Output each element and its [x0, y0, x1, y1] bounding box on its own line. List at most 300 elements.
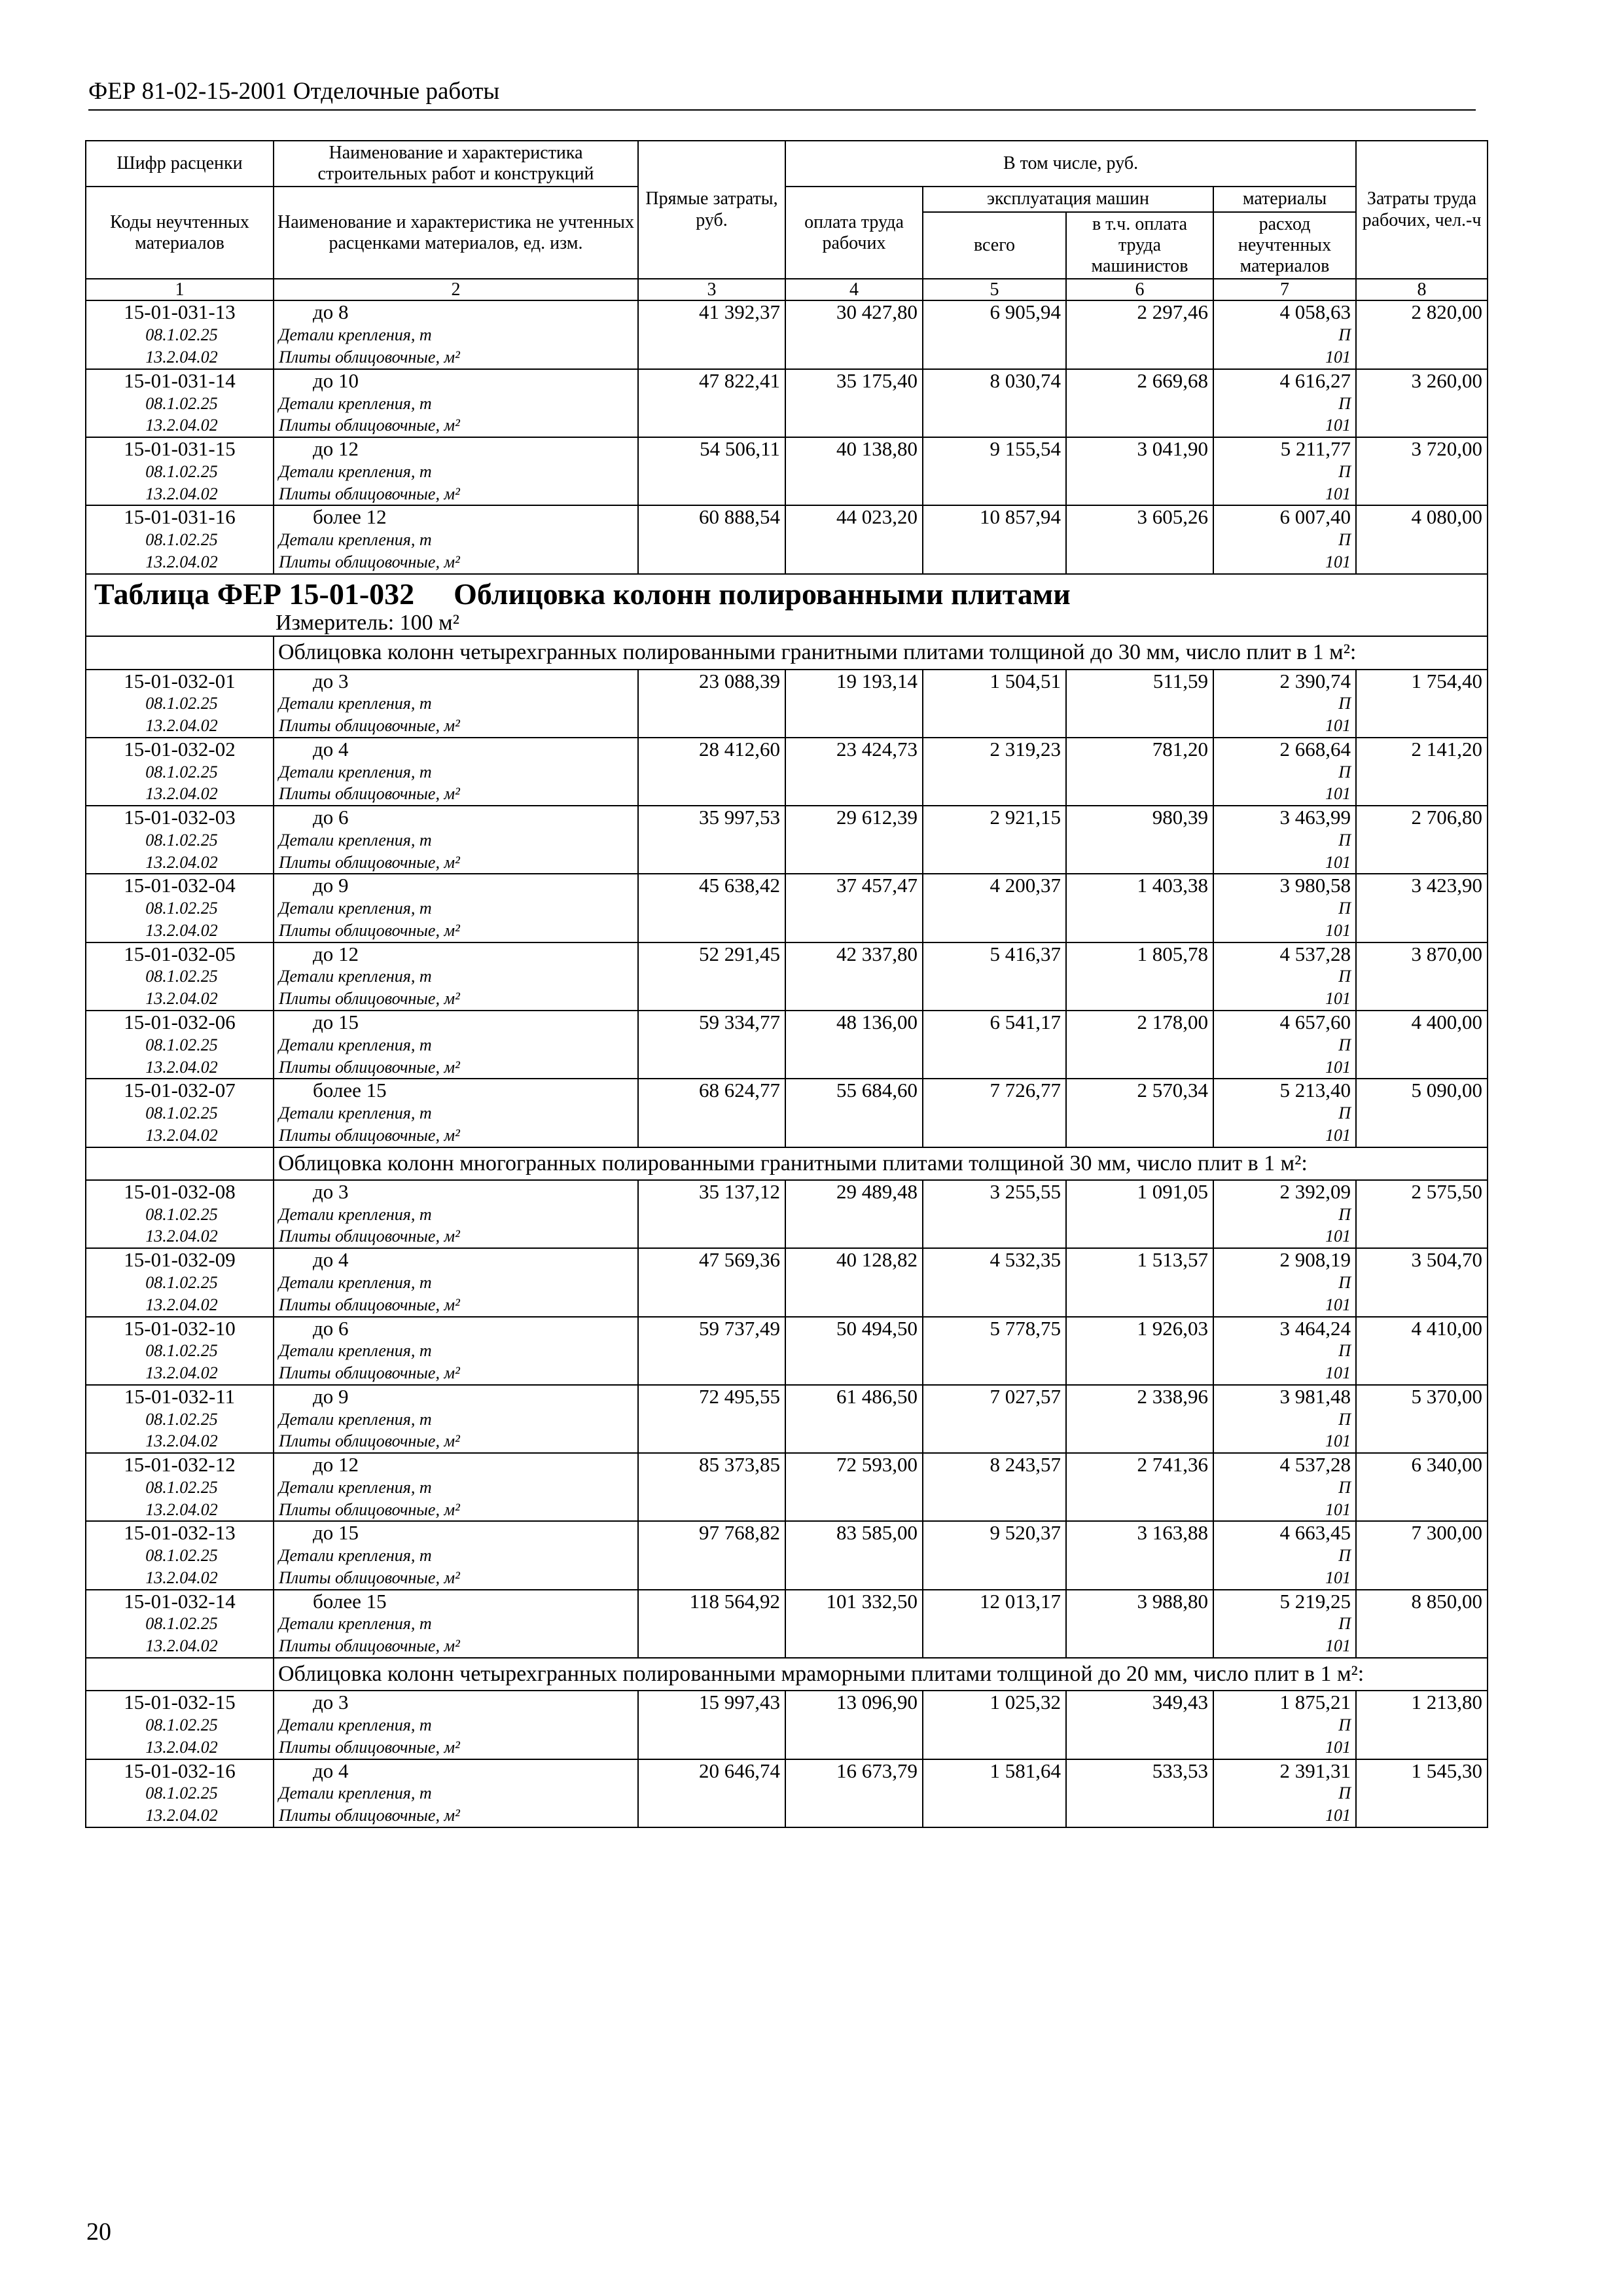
code-cell — [86, 670, 274, 738]
table-measure: Измеритель: 100 м² — [86, 611, 1488, 636]
machines-total-cell: 3 255,55 — [923, 1180, 1066, 1248]
material-amount: 101 — [1325, 1057, 1351, 1077]
material-name: Детали крепления, т — [279, 1784, 432, 1803]
labor-hours-cell: 3 870,00 — [1356, 942, 1488, 1011]
rate-code: 15-01-032-07 — [124, 1079, 236, 1102]
materials-value: 2 668,64 — [1279, 737, 1351, 761]
material-amount: П — [1338, 1477, 1351, 1497]
material-name: Детали крепления, т — [279, 1341, 432, 1361]
column-numbers-row — [86, 279, 1488, 300]
direct-cost-cell: 97 768,82 — [638, 1521, 785, 1589]
material-name: Плиты облицовочные, м² — [279, 1125, 460, 1145]
rate-code: 15-01-031-16 — [124, 505, 236, 529]
material-amount: 101 — [1325, 1737, 1351, 1757]
name-cell — [274, 1521, 638, 1589]
labor-hours-cell: 6 340,00 — [1356, 1453, 1488, 1521]
material-code: 13.2.04.02 — [145, 348, 218, 367]
name-cell — [274, 738, 638, 806]
table-row — [86, 369, 1488, 437]
machines-labor-cell: 2 338,96 — [1066, 1385, 1213, 1453]
section-description: Облицовка колонн четырехгранных полированными мраморными плитами толщиной до 20 мм, число плит в 1 м²: — [274, 1658, 1488, 1691]
work-name: более 12 — [313, 505, 387, 529]
table-row — [86, 1590, 1488, 1658]
machines-labor-cell: 2 178,00 — [1066, 1011, 1213, 1079]
materials-cell — [1213, 1248, 1356, 1316]
work-name: до 4 — [313, 1759, 349, 1782]
material-amount: 101 — [1325, 716, 1351, 736]
machines-total-cell: 8 243,57 — [923, 1453, 1066, 1521]
material-name: Детали крепления, т — [279, 1103, 432, 1123]
table-row — [86, 1317, 1488, 1385]
section-row — [86, 636, 1488, 669]
material-name: Плиты облицовочные, м² — [279, 716, 460, 736]
material-amount: 101 — [1325, 1363, 1351, 1383]
material-amount: П — [1338, 899, 1351, 918]
materials-value: 4 537,28 — [1279, 942, 1351, 965]
material-code: 08.1.02.25 — [145, 1272, 218, 1292]
labor-hours-cell: 8 850,00 — [1356, 1590, 1488, 1658]
rate-code: 15-01-032-02 — [124, 737, 236, 761]
direct-cost-cell: 54 506,11 — [638, 437, 785, 505]
materials-value: 3 981,48 — [1279, 1384, 1351, 1408]
material-amount: 101 — [1325, 484, 1351, 503]
col-number: 3 — [638, 279, 785, 300]
material-code: 08.1.02.25 — [145, 1035, 218, 1054]
name-cell — [274, 1079, 638, 1147]
material-name: Плиты облицовочные, м² — [279, 852, 460, 872]
material-amount: П — [1338, 1614, 1351, 1634]
material-amount: 101 — [1325, 1431, 1351, 1451]
name-cell — [274, 874, 638, 942]
machines-total-cell: 6 905,94 — [923, 300, 1066, 368]
machines-total-cell: 12 013,17 — [923, 1590, 1066, 1658]
name-cell — [274, 1590, 638, 1658]
labor-hours-cell: 3 423,90 — [1356, 874, 1488, 942]
material-code: 08.1.02.25 — [145, 530, 218, 550]
material-code: 13.2.04.02 — [145, 1737, 218, 1757]
material-name: Детали крепления, т — [279, 1409, 432, 1429]
name-cell — [274, 1011, 638, 1079]
labor-pay-cell: 23 424,73 — [785, 738, 923, 806]
material-amount: П — [1338, 1784, 1351, 1803]
materials-value: 1 875,21 — [1279, 1691, 1351, 1714]
direct-cost-cell: 15 997,43 — [638, 1691, 785, 1759]
table-row — [86, 738, 1488, 806]
materials-cell — [1213, 505, 1356, 573]
col-code-header: Шифр расценки — [86, 141, 274, 187]
name-cell — [274, 1453, 638, 1521]
material-amount: 101 — [1325, 1568, 1351, 1587]
col-number: 2 — [274, 279, 638, 300]
section-empty-cell — [86, 636, 274, 669]
material-code: 13.2.04.02 — [145, 989, 218, 1009]
labor-pay-cell: 40 128,82 — [785, 1248, 923, 1316]
materials-value: 2 392,09 — [1279, 1179, 1351, 1203]
material-code: 08.1.02.25 — [145, 1103, 218, 1123]
direct-cost-cell: 35 997,53 — [638, 806, 785, 874]
work-name: до 12 — [313, 942, 359, 965]
col-labor-header: оплата труда рабочих — [785, 187, 923, 279]
material-amount: П — [1338, 1409, 1351, 1429]
section-empty-cell — [86, 1147, 274, 1180]
material-name: Детали крепления, т — [279, 393, 432, 413]
machines-total-cell: 5 778,75 — [923, 1317, 1066, 1385]
rate-code: 15-01-032-10 — [124, 1316, 236, 1340]
material-amount: 101 — [1325, 852, 1351, 872]
work-name: до 12 — [313, 1453, 359, 1477]
labor-pay-cell: 29 489,48 — [785, 1180, 923, 1248]
code-cell — [86, 1759, 274, 1827]
table-row — [86, 1453, 1488, 1521]
material-name: Плиты облицовочные, м² — [279, 348, 460, 367]
work-name: до 15 — [313, 1521, 359, 1545]
labor-pay-cell: 50 494,50 — [785, 1317, 923, 1385]
labor-pay-cell: 40 138,80 — [785, 437, 923, 505]
material-code: 08.1.02.25 — [145, 694, 218, 713]
labor-hours-cell: 3 504,70 — [1356, 1248, 1488, 1316]
material-name: Плиты облицовочные, м² — [279, 784, 460, 804]
col-hours-header: Затраты труда рабочих, чел.-ч — [1356, 141, 1488, 279]
material-amount: 101 — [1325, 1806, 1351, 1825]
materials-cell — [1213, 1385, 1356, 1453]
material-code: 08.1.02.25 — [145, 325, 218, 345]
labor-pay-cell: 16 673,79 — [785, 1759, 923, 1827]
work-name: до 6 — [313, 1316, 349, 1340]
table-row — [86, 300, 1488, 368]
materials-value: 2 908,19 — [1279, 1248, 1351, 1272]
material-name: Детали крепления, т — [279, 325, 432, 345]
labor-pay-cell: 37 457,47 — [785, 874, 923, 942]
labor-pay-cell: 61 486,50 — [785, 1385, 923, 1453]
code-cell — [86, 505, 274, 573]
material-name: Плиты облицовочные, м² — [279, 1636, 460, 1656]
direct-cost-cell: 59 334,77 — [638, 1011, 785, 1079]
material-amount: 101 — [1325, 416, 1351, 435]
machines-labor-cell: 2 741,36 — [1066, 1453, 1213, 1521]
table-title-label: Таблица ФЕР 15-01-032 — [94, 577, 415, 611]
direct-cost-cell: 47 569,36 — [638, 1248, 785, 1316]
material-code: 08.1.02.25 — [145, 1409, 218, 1429]
material-code: 08.1.02.25 — [145, 1614, 218, 1634]
materials-value: 3 980,58 — [1279, 874, 1351, 897]
material-name: Детали крепления, т — [279, 830, 432, 850]
material-name: Плиты облицовочные, м² — [279, 920, 460, 940]
machines-total-cell: 9 520,37 — [923, 1521, 1066, 1589]
labor-hours-cell: 3 260,00 — [1356, 369, 1488, 437]
table-row — [86, 874, 1488, 942]
materials-value: 2 391,31 — [1279, 1759, 1351, 1782]
labor-hours-cell: 4 410,00 — [1356, 1317, 1488, 1385]
materials-cell — [1213, 1590, 1356, 1658]
material-code: 08.1.02.25 — [145, 830, 218, 850]
material-amount: П — [1338, 325, 1351, 345]
code-cell — [86, 806, 274, 874]
material-amount: П — [1338, 530, 1351, 550]
machines-labor-cell: 781,20 — [1066, 738, 1213, 806]
machines-total-cell: 9 155,54 — [923, 437, 1066, 505]
machines-total-cell: 4 532,35 — [923, 1248, 1066, 1316]
direct-cost-cell: 52 291,45 — [638, 942, 785, 1011]
machines-labor-cell: 2 570,34 — [1066, 1079, 1213, 1147]
materials-cell — [1213, 1691, 1356, 1759]
rate-code: 15-01-032-12 — [124, 1453, 236, 1477]
rate-code: 15-01-032-05 — [124, 942, 236, 965]
labor-pay-cell: 83 585,00 — [785, 1521, 923, 1589]
materials-cell — [1213, 1759, 1356, 1827]
material-name: Детали крепления, т — [279, 1715, 432, 1734]
code-cell — [86, 1521, 274, 1589]
header-row-2 — [86, 187, 1488, 211]
col-mach-labor-header: в т.ч. оплата труда машинистов — [1066, 212, 1213, 279]
material-amount: 101 — [1325, 1227, 1351, 1246]
labor-hours-cell: 3 720,00 — [1356, 437, 1488, 505]
rate-code: 15-01-032-15 — [124, 1691, 236, 1714]
table-row — [86, 1180, 1488, 1248]
code-cell — [86, 1590, 274, 1658]
table-row — [86, 806, 1488, 874]
materials-cell — [1213, 942, 1356, 1011]
material-amount: П — [1338, 830, 1351, 850]
materials-cell — [1213, 1317, 1356, 1385]
material-code: 13.2.04.02 — [145, 1295, 218, 1314]
rate-code: 15-01-032-03 — [124, 806, 236, 829]
direct-cost-cell: 85 373,85 — [638, 1453, 785, 1521]
rate-code: 15-01-031-14 — [124, 368, 236, 392]
col-number: 7 — [1213, 279, 1356, 300]
material-code: 13.2.04.02 — [145, 784, 218, 804]
code-cell — [86, 1079, 274, 1147]
machines-labor-cell: 2 297,46 — [1066, 300, 1213, 368]
machines-total-cell: 4 200,37 — [923, 874, 1066, 942]
col-number: 4 — [785, 279, 923, 300]
table-row — [86, 1385, 1488, 1453]
material-amount: 101 — [1325, 920, 1351, 940]
table-title — [86, 574, 1488, 611]
work-name: до 8 — [313, 300, 349, 324]
col-direct-header: Прямые затраты, руб. — [638, 141, 785, 279]
rate-code: 15-01-031-13 — [124, 300, 236, 324]
code-cell — [86, 369, 274, 437]
labor-pay-cell: 42 337,80 — [785, 942, 923, 1011]
work-name: до 4 — [313, 1248, 349, 1272]
work-name: до 3 — [313, 1691, 349, 1714]
labor-hours-cell: 4 080,00 — [1356, 505, 1488, 573]
page-number: 20 — [86, 2218, 111, 2246]
table-title-name: Облицовка колонн полированными плитами — [454, 577, 1071, 611]
material-code: 13.2.04.02 — [145, 852, 218, 872]
direct-cost-cell: 59 737,49 — [638, 1317, 785, 1385]
materials-cell — [1213, 1011, 1356, 1079]
material-amount: 101 — [1325, 1125, 1351, 1145]
labor-hours-cell: 5 090,00 — [1356, 1079, 1488, 1147]
labor-pay-cell: 19 193,14 — [785, 670, 923, 738]
name-cell — [274, 1180, 638, 1248]
col-number: 6 — [1066, 279, 1213, 300]
material-code: 08.1.02.25 — [145, 967, 218, 986]
materials-cell — [1213, 1453, 1356, 1521]
materials-cell — [1213, 369, 1356, 437]
material-code: 08.1.02.25 — [145, 461, 218, 481]
material-code: 13.2.04.02 — [145, 1363, 218, 1383]
material-amount: 101 — [1325, 1295, 1351, 1314]
material-name: Детали крепления, т — [279, 762, 432, 781]
material-amount: П — [1338, 1341, 1351, 1361]
material-amount: П — [1338, 393, 1351, 413]
material-code: 13.2.04.02 — [145, 1431, 218, 1451]
code-cell — [86, 437, 274, 505]
machines-total-cell: 5 416,37 — [923, 942, 1066, 1011]
section-row — [86, 1658, 1488, 1691]
including-header: В том числе, руб. — [785, 141, 1356, 187]
name-cell — [274, 300, 638, 368]
section-description: Облицовка колонн четырехгранных полированными гранитными плитами толщиной до 30 мм, число плит в 1 м²: — [274, 636, 1488, 669]
table-row — [86, 670, 1488, 738]
material-amount: П — [1338, 1035, 1351, 1054]
material-code: 13.2.04.02 — [145, 920, 218, 940]
materials-cell — [1213, 1521, 1356, 1589]
machines-labor-cell: 1 513,57 — [1066, 1248, 1213, 1316]
direct-cost-cell: 60 888,54 — [638, 505, 785, 573]
machines-labor-cell: 3 988,80 — [1066, 1590, 1213, 1658]
table-row — [86, 1079, 1488, 1147]
code-cell — [86, 738, 274, 806]
machines-total-cell: 1 504,51 — [923, 670, 1066, 738]
price-table — [85, 140, 1488, 1828]
material-code: 13.2.04.02 — [145, 1568, 218, 1587]
material-amount: П — [1338, 1204, 1351, 1224]
material-name: Плиты облицовочные, м² — [279, 484, 460, 503]
material-code: 13.2.04.02 — [145, 1125, 218, 1145]
code-cell — [86, 1385, 274, 1453]
rate-code: 15-01-032-08 — [124, 1179, 236, 1203]
table-row — [86, 1759, 1488, 1827]
direct-cost-cell: 35 137,12 — [638, 1180, 785, 1248]
materials-cell — [1213, 874, 1356, 942]
section-empty-cell — [86, 1658, 274, 1691]
col-name-unaccounted-header: Наименование и характеристика не учтенных расценками материалов, ед. изм. — [274, 187, 638, 279]
table-title-row — [86, 574, 1488, 611]
name-cell — [274, 1759, 638, 1827]
code-cell — [86, 942, 274, 1011]
work-name: до 9 — [313, 874, 349, 897]
labor-hours-cell: 2 575,50 — [1356, 1180, 1488, 1248]
work-name: до 12 — [313, 437, 359, 461]
material-name: Плиты облицовочные, м² — [279, 1499, 460, 1519]
rate-code: 15-01-032-04 — [124, 874, 236, 897]
name-cell — [274, 437, 638, 505]
material-code: 13.2.04.02 — [145, 1227, 218, 1246]
materials-header: материалы — [1213, 187, 1356, 211]
table-row — [86, 1011, 1488, 1079]
material-code: 08.1.02.25 — [145, 1341, 218, 1361]
material-name: Детали крепления, т — [279, 1477, 432, 1497]
labor-pay-cell: 30 427,80 — [785, 300, 923, 368]
materials-cell — [1213, 806, 1356, 874]
work-name: до 15 — [313, 1011, 359, 1034]
material-name: Плиты облицовочные, м² — [279, 552, 460, 571]
material-code: 08.1.02.25 — [145, 1784, 218, 1803]
materials-value: 5 211,77 — [1280, 437, 1351, 461]
work-name: до 3 — [313, 1179, 349, 1203]
direct-cost-cell: 118 564,92 — [638, 1590, 785, 1658]
material-code: 08.1.02.25 — [145, 1546, 218, 1566]
materials-cell — [1213, 1079, 1356, 1147]
material-code: 13.2.04.02 — [145, 1499, 218, 1519]
material-name: Плиты облицовочные, м² — [279, 416, 460, 435]
code-cell — [86, 1248, 274, 1316]
table-row — [86, 1521, 1488, 1589]
table-row — [86, 505, 1488, 573]
table-row — [86, 1248, 1488, 1316]
material-code: 08.1.02.25 — [145, 762, 218, 781]
machines-total-cell: 2 319,23 — [923, 738, 1066, 806]
machines-total-cell: 7 027,57 — [923, 1385, 1066, 1453]
material-name: Плиты облицовочные, м² — [279, 1806, 460, 1825]
material-code: 13.2.04.02 — [145, 552, 218, 571]
labor-hours-cell: 1 213,80 — [1356, 1691, 1488, 1759]
direct-cost-cell: 45 638,42 — [638, 874, 785, 942]
code-cell — [86, 1453, 274, 1521]
material-amount: 101 — [1325, 1636, 1351, 1656]
material-code: 08.1.02.25 — [145, 899, 218, 918]
work-name: до 6 — [313, 806, 349, 829]
rate-code: 15-01-031-15 — [124, 437, 236, 461]
material-name: Плиты облицовочные, м² — [279, 1363, 460, 1383]
materials-value: 5 213,40 — [1279, 1079, 1351, 1102]
material-amount: 101 — [1325, 348, 1351, 367]
material-amount: 101 — [1325, 552, 1351, 571]
rate-code: 15-01-032-06 — [124, 1011, 236, 1034]
name-cell — [274, 806, 638, 874]
machines-total-cell: 6 541,17 — [923, 1011, 1066, 1079]
materials-value: 4 657,60 — [1279, 1011, 1351, 1034]
code-cell — [86, 1691, 274, 1759]
materials-value: 4 616,27 — [1279, 368, 1351, 392]
labor-hours-cell: 2 706,80 — [1356, 806, 1488, 874]
material-code: 13.2.04.02 — [145, 484, 218, 503]
labor-hours-cell: 1 545,30 — [1356, 1759, 1488, 1827]
labor-hours-cell: 4 400,00 — [1356, 1011, 1488, 1079]
material-name: Детали крепления, т — [279, 694, 432, 713]
materials-value: 3 463,99 — [1279, 806, 1351, 829]
labor-hours-cell: 1 754,40 — [1356, 670, 1488, 738]
name-cell — [274, 505, 638, 573]
direct-cost-cell: 41 392,37 — [638, 300, 785, 368]
material-code: 13.2.04.02 — [145, 1806, 218, 1825]
direct-cost-cell: 23 088,39 — [638, 670, 785, 738]
machines-labor-cell: 980,39 — [1066, 806, 1213, 874]
material-name: Детали крепления, т — [279, 530, 432, 550]
name-cell — [274, 1317, 638, 1385]
material-name: Плиты облицовочные, м² — [279, 1431, 460, 1451]
name-cell — [274, 1691, 638, 1759]
direct-cost-cell: 47 822,41 — [638, 369, 785, 437]
section-description: Облицовка колонн многогранных полированными гранитными плитами толщиной 30 мм, число плит в 1 м²: — [274, 1147, 1488, 1180]
table-row — [86, 942, 1488, 1011]
material-amount: П — [1338, 1103, 1351, 1123]
machines-labor-cell: 3 041,90 — [1066, 437, 1213, 505]
name-cell — [274, 942, 638, 1011]
material-name: Плиты облицовочные, м² — [279, 1295, 460, 1314]
machines-total-cell: 2 921,15 — [923, 806, 1066, 874]
material-code: 08.1.02.25 — [145, 1477, 218, 1497]
material-name: Детали крепления, т — [279, 1614, 432, 1634]
material-code: 13.2.04.02 — [145, 716, 218, 736]
material-code: 08.1.02.25 — [145, 393, 218, 413]
material-code: 13.2.04.02 — [145, 1636, 218, 1656]
machines-total-cell: 10 857,94 — [923, 505, 1066, 573]
materials-cell — [1213, 437, 1356, 505]
